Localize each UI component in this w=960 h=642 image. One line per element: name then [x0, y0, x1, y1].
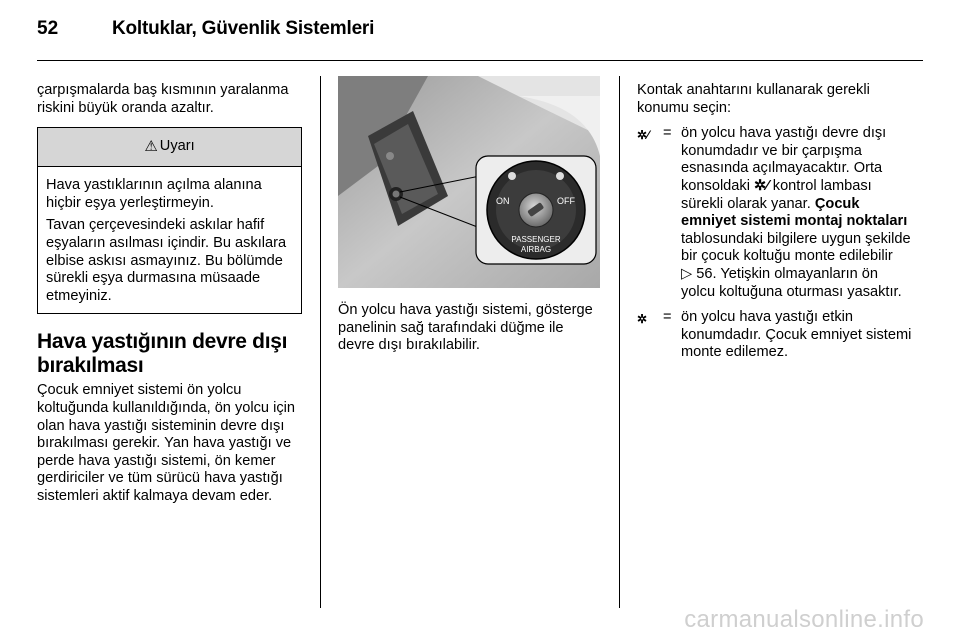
- instruction-text: Kontak anahtarını kullanarak gerekli konumu seçin:: [637, 82, 870, 116]
- warning-paragraph: Tavan çerçevesindeki askılar hafif eşyaların asılması içindir. Bu askılara elbise askısı asmayınız. Bu bölümde sürekli eşya durmasına müsaade etmeyiniz.: [46, 217, 287, 304]
- column-divider-1: [320, 76, 321, 608]
- switch-label-passenger: PASSENGER: [511, 235, 561, 244]
- warning-title: Uyarı: [159, 138, 195, 155]
- equals-sign: =: [663, 125, 672, 142]
- item-text: ön yolcu hava yastığı etkin konumdadır. Çocuk emniyet sistemi monte edilemez.: [681, 309, 912, 361]
- page-reference-arrow-icon: ▷: [681, 265, 693, 282]
- column-divider-2: [619, 76, 620, 608]
- warning-body: [38, 167, 301, 313]
- airbag-off-icon: ✲⁄: [637, 128, 650, 143]
- warning-triangle-icon: ⚠: [144, 138, 158, 156]
- warning-header: [38, 128, 301, 167]
- switch-on-label: ON: [496, 196, 510, 206]
- warning-paragraph: Hava yastıklarının açılma alanına hiçbir eşya yerleştirmeyin.: [46, 177, 262, 211]
- section-heading: Hava yastığının devre dışı bırakılması: [37, 330, 288, 378]
- intro-text: çarpışmalarda baş kısmının yaralanma riskini büyük oranda azaltır.: [37, 82, 289, 116]
- switch-label-airbag: AIRBAG: [520, 245, 552, 254]
- airbag-off-icon: ✲⁄: [754, 177, 769, 194]
- warning-box: [37, 127, 302, 314]
- airbag-switch-photo: [338, 76, 600, 288]
- switch-off-label: OFF: [557, 196, 575, 206]
- item-text: ön yolcu hava yastığı devre dışı konumdadır ve bir çarpışma esnasında açılmayacaktır. Orta konsoldaki ✲⁄ kontrol lambası sürekli olarak yanar. Çocuk emniyet sistemi montaj noktaları tablosundaki bilgilere uygun şekilde bir çocuk koltuğu monte edilebilir ▷ 56. Yetişkin olmayanların ön yolcu koltuğuna oturması yasaktır.: [681, 125, 911, 300]
- equals-sign: =: [663, 309, 672, 326]
- bold-reference: Çocuk emniyet sistemi montaj noktaları: [681, 195, 908, 230]
- page-title: Koltuklar, Güvenlik Sistemleri: [112, 18, 375, 39]
- list-item: [637, 309, 912, 362]
- airbag-on-icon: ✲: [637, 312, 648, 327]
- header-rule: [37, 60, 923, 61]
- column-1: [37, 82, 302, 506]
- watermark: carmanualsonline.info: [684, 606, 924, 633]
- section-body: Çocuk emniyet sistemi ön yolcu koltuğunda kullanıldığında, ön yolcu için olan hava yastığı sisteminin devre dışı bırakılması gerekir. Yan hava yastığı ve perde hava yastığı sistemi, ön kemer gerdiriciler ve tüm sürücü hava yastığı sistemleri aktif kalmaya devam eder.: [37, 382, 295, 504]
- page-number: 52: [37, 18, 59, 39]
- page-header: [37, 18, 374, 48]
- list-item: [637, 125, 912, 301]
- column-3: [637, 82, 912, 362]
- photo-caption: Ön yolcu hava yastığı sistemi, gösterge panelinin sağ tarafındaki düğme ile devre dışı bırakılabilir.: [338, 302, 593, 354]
